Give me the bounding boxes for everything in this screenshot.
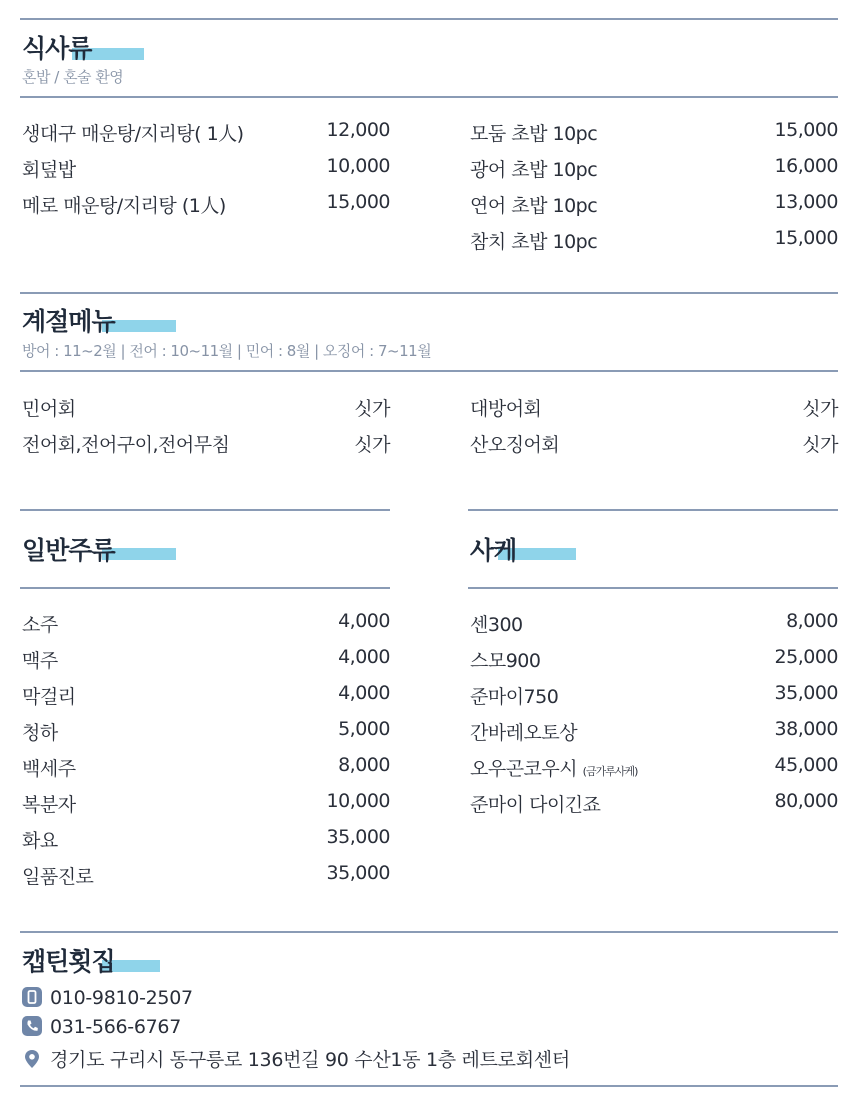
menu-item (22, 191, 390, 221)
menu-item-note: (금가루사케) (582, 765, 638, 778)
menu-item (22, 682, 390, 712)
menu-item-price: 25,000 (774, 646, 838, 668)
menu-item (22, 394, 390, 424)
menu-item-name-text: 전어회,전어구이,전어무침 (22, 434, 230, 456)
menu-item (470, 227, 838, 257)
menu-item-price: 싯가 (802, 398, 838, 420)
menu-item (470, 119, 838, 149)
menu-item-name (22, 646, 58, 673)
divider (20, 509, 390, 511)
menu-item-name-text: 센300 (470, 614, 523, 636)
divider (20, 931, 838, 933)
menu-item-name-text: 오우곤코우시 (470, 758, 578, 780)
menu-item-name (470, 718, 577, 745)
menu-item-price: 16,000 (774, 155, 838, 177)
section-title-liquor: 일반주류 (22, 536, 115, 565)
menu-item-price: 15,000 (774, 227, 838, 249)
menu-item (470, 155, 838, 185)
menu-item-price: 10,000 (326, 790, 390, 812)
menu-item-price: 4,000 (338, 610, 390, 632)
menu-item-name-text: 광어 초밥 10pc (470, 159, 598, 181)
menu-item (470, 754, 838, 784)
menu-item (22, 610, 390, 640)
menu-item (22, 646, 390, 676)
menu-item-name (22, 826, 58, 853)
menu-item-name (470, 227, 597, 254)
menu-item-price: 15,000 (326, 191, 390, 213)
menu-item-name-text: 참치 초밥 10pc (470, 231, 598, 253)
menu-item-price: 12,000 (326, 119, 390, 141)
divider (20, 1085, 838, 1087)
contact-address[interactable] (22, 1045, 570, 1071)
menu-item-price: 8,000 (338, 754, 390, 776)
menu-item-name (470, 682, 558, 709)
telephone-icon (22, 1016, 42, 1036)
menu-item-name-text: 연어 초밥 10pc (470, 195, 598, 217)
menu-item-name-text: 준마이 다이긴죠 (470, 794, 601, 816)
menu-item (470, 610, 838, 640)
menu-item (22, 862, 390, 892)
menu-item-name-text: 일품진로 (22, 866, 94, 888)
menu-item-price: 35,000 (326, 862, 390, 884)
menu-item-name-text: 복분자 (22, 794, 76, 816)
menu-item-name-text: 메로 매운탕/지리탕 (1人) (22, 195, 226, 217)
phone-number: 031-566-6767 (50, 1016, 181, 1038)
menu-item-name (22, 394, 76, 421)
divider (20, 18, 838, 20)
shop-name: 캡틴횟집 (22, 947, 115, 976)
menu-item-name-text: 막걸리 (22, 686, 76, 708)
menu-item-name-text: 대방어회 (470, 398, 542, 420)
menu-item-price: 10,000 (326, 155, 390, 177)
section-title-sake: 사케 (470, 536, 517, 565)
menu-item-name (470, 155, 597, 182)
menu-item-name-text: 청하 (22, 722, 58, 744)
menu-item-name-text: 민어회 (22, 398, 76, 420)
menu-item-name (470, 430, 559, 457)
menu-item (22, 119, 390, 149)
divider (20, 96, 838, 98)
menu-item-name (22, 430, 229, 457)
contact-phone[interactable] (22, 1016, 181, 1042)
section-title-meal: 식사류 (22, 34, 92, 63)
menu-item (470, 394, 838, 424)
menu-item (470, 191, 838, 221)
menu-item-name-text: 화요 (22, 830, 58, 852)
menu-item-price: 38,000 (774, 718, 838, 740)
menu-item-name (22, 790, 76, 817)
menu-item (22, 155, 390, 185)
menu-item-name (470, 754, 637, 781)
menu-item (22, 754, 390, 784)
menu-item-name-text: 스모900 (470, 650, 541, 672)
menu-item-price: 싯가 (354, 434, 390, 456)
menu-item-price: 싯가 (802, 434, 838, 456)
menu-item-name (22, 191, 226, 218)
menu-item-price: 45,000 (774, 754, 838, 776)
menu-item (22, 826, 390, 856)
menu-item-name-text: 회덮밥 (22, 159, 76, 181)
menu-item-name (22, 610, 58, 637)
divider (20, 370, 838, 372)
menu-item-name-text: 산오징어회 (470, 434, 560, 456)
section-subtitle-seasonal: 방어 : 11~2월 | 전어 : 10~11월 | 민어 : 8월 | 오징어 : 7~11월 (22, 342, 432, 360)
menu-item-price: 15,000 (774, 119, 838, 141)
menu-item (470, 430, 838, 460)
menu-item-price: 80,000 (774, 790, 838, 812)
divider (20, 292, 838, 294)
menu-item-name-text: 백세주 (22, 758, 76, 780)
menu-item-price: 싯가 (354, 398, 390, 420)
menu-item-name (470, 646, 540, 673)
menu-item-name (470, 191, 597, 218)
menu-item-price: 5,000 (338, 718, 390, 740)
section-title-seasonal: 계절메뉴 (22, 307, 115, 336)
menu-item (22, 718, 390, 748)
menu-item (470, 718, 838, 748)
menu-item-name (470, 610, 523, 637)
mobile-number: 010-9810-2507 (50, 987, 193, 1009)
divider (468, 587, 838, 589)
menu-item-price: 4,000 (338, 646, 390, 668)
menu-item-price: 8,000 (786, 610, 838, 632)
address-text: 경기도 구리시 동구릉로 136번길 90 수산1동 1층 레트로회센터 (50, 1049, 570, 1071)
divider (20, 587, 390, 589)
section-subtitle-meal: 혼밥 / 혼술 환영 (22, 68, 124, 86)
menu-item-name (22, 119, 244, 146)
menu-item-price: 13,000 (774, 191, 838, 213)
menu-item-name (470, 119, 597, 146)
menu-item (470, 682, 838, 712)
menu-item-price: 4,000 (338, 682, 390, 704)
menu-item (470, 790, 838, 820)
menu-item (22, 790, 390, 820)
menu-item-name (22, 862, 93, 889)
menu-item (470, 646, 838, 676)
menu-item-name-text: 간바레오토상 (470, 722, 578, 744)
menu-item-name (22, 754, 76, 781)
menu-item (22, 430, 390, 460)
contact-mobile[interactable] (22, 987, 193, 1013)
menu-item-price: 35,000 (774, 682, 838, 704)
mobile-phone-icon (22, 987, 42, 1007)
menu-item-name (22, 718, 58, 745)
menu-item-name (470, 790, 601, 817)
menu-item-name (22, 682, 76, 709)
menu-item-name-text: 준마이750 (470, 686, 559, 708)
menu-item-name-text: 맥주 (22, 650, 58, 672)
location-pin-icon (22, 1049, 42, 1069)
menu-item-name-text: 소주 (22, 614, 58, 636)
menu-item-name (22, 155, 76, 182)
menu-item-name-text: 모둠 초밥 10pc (470, 123, 598, 145)
divider (468, 509, 838, 511)
menu-item-name (470, 394, 541, 421)
menu-item-name-text: 생대구 매운탕/지리탕( 1人) (22, 123, 244, 145)
menu-item-price: 35,000 (326, 826, 390, 848)
